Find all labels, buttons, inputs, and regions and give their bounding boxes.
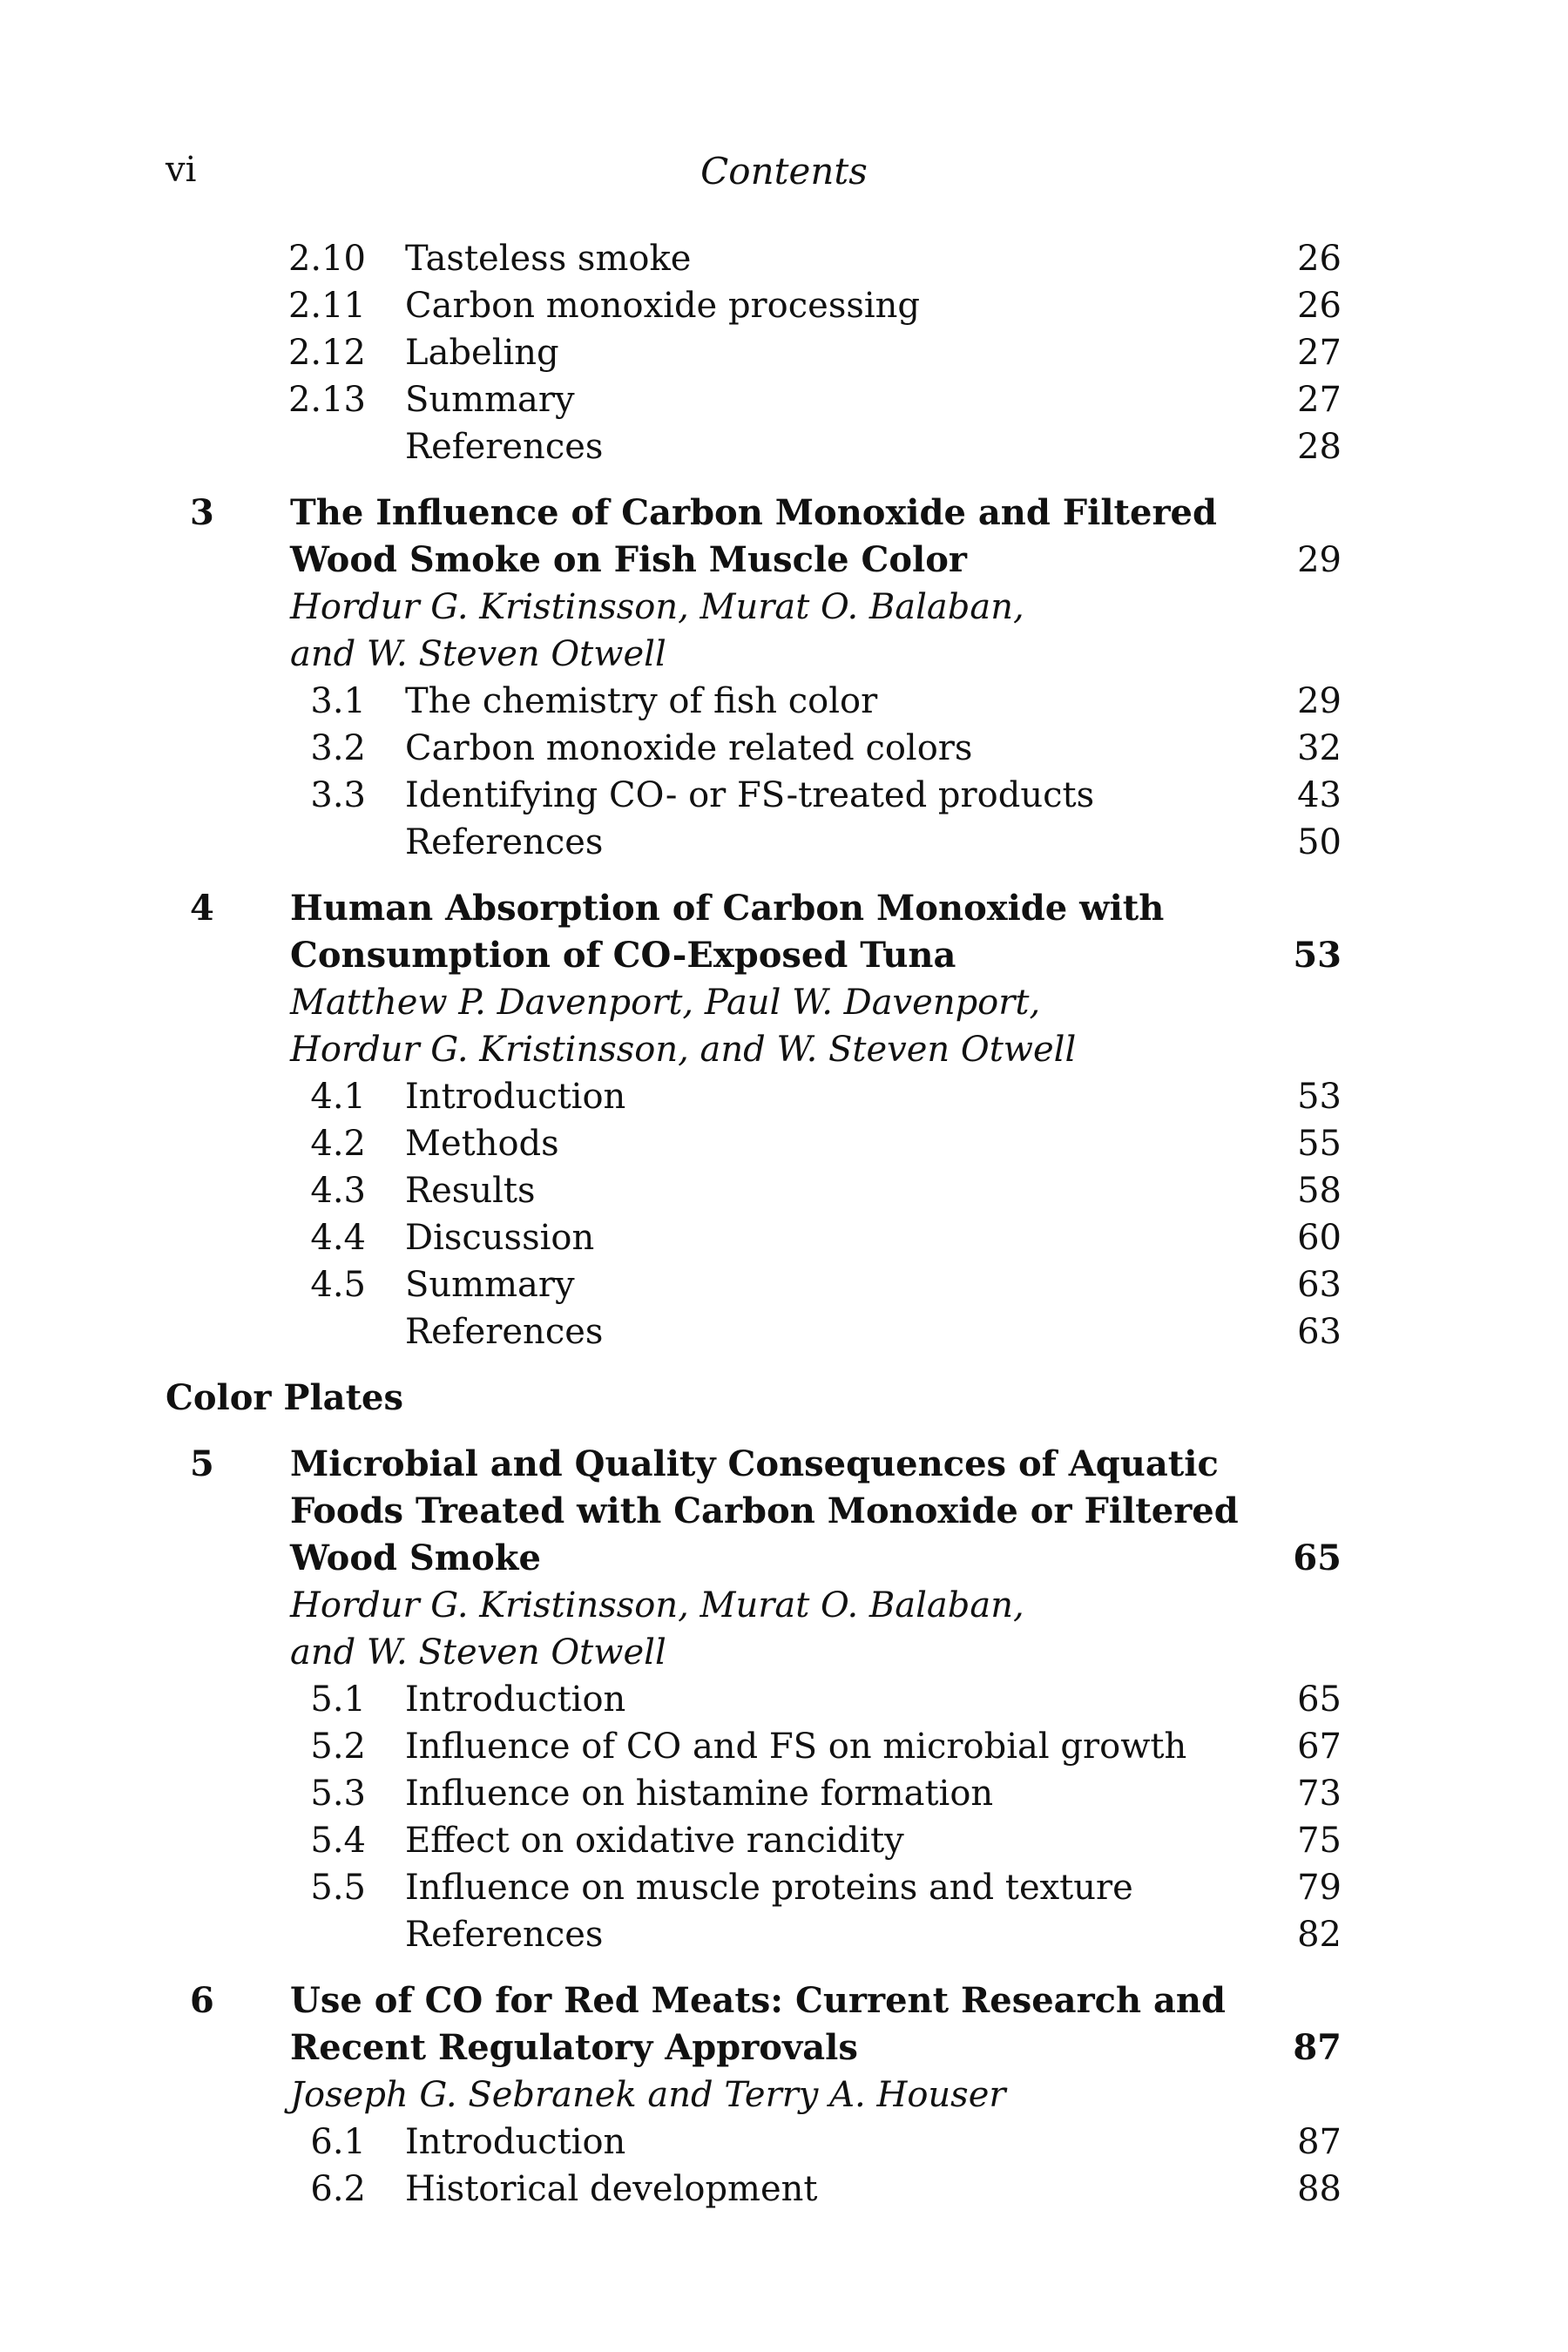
section-title: References — [405, 1915, 604, 1955]
section-page: 26 — [1297, 239, 1342, 279]
chapter-page: 65 — [1293, 1538, 1342, 1578]
section-title: References — [405, 1312, 604, 1352]
section-number: 5.2 — [310, 1727, 366, 1767]
section-title: Historical development — [405, 2169, 818, 2209]
toc-entry[interactable] — [0, 1817, 1568, 1864]
toc-entry[interactable] — [0, 725, 1568, 772]
toc-entry[interactable] — [0, 1167, 1568, 1214]
toc-entry[interactable] — [0, 423, 1568, 470]
chapter-title-line[interactable]: Wood Smoke on Fish Muscle Color — [290, 539, 967, 580]
chapter-page: 53 — [1293, 935, 1342, 976]
section-page: 88 — [1297, 2169, 1342, 2209]
toc-entry[interactable] — [0, 1676, 1568, 1723]
chapter-page: 87 — [1293, 2027, 1342, 2068]
section-page: 58 — [1297, 1171, 1342, 1211]
toc-entry[interactable] — [0, 819, 1568, 866]
toc-entry[interactable] — [0, 1073, 1568, 1120]
chapter-title-line[interactable]: Use of CO for Red Meats: Current Research and — [290, 1980, 1226, 2021]
section-title: Introduction — [405, 1077, 626, 1117]
chapter-number: 3 — [190, 492, 214, 533]
section-page: 63 — [1297, 1265, 1342, 1305]
section-title: Results — [405, 1171, 536, 1211]
toc-entry[interactable] — [0, 1864, 1568, 1911]
color-plates-heading[interactable]: Color Plates — [166, 1377, 404, 1418]
page-number: vi — [166, 150, 197, 190]
section-number: 4.5 — [310, 1265, 366, 1305]
toc-entry[interactable] — [0, 329, 1568, 376]
section-title: Tasteless smoke — [405, 239, 692, 279]
toc-entry[interactable] — [0, 772, 1568, 819]
chapter-title-line[interactable]: The Influence of Carbon Monoxide and Filtered — [290, 492, 1217, 533]
section-page: 29 — [1297, 681, 1342, 721]
section-page: 55 — [1297, 1124, 1342, 1164]
section-number: 3.3 — [310, 775, 366, 815]
section-number: 3.2 — [310, 728, 366, 768]
section-page: 87 — [1297, 2122, 1342, 2162]
chapter-authors: and W. Steven Otwell — [290, 1632, 666, 1673]
toc-entry[interactable] — [0, 1770, 1568, 1817]
section-page: 79 — [1297, 1868, 1342, 1908]
section-title: Introduction — [405, 2122, 626, 2162]
chapter-number: 5 — [190, 1443, 214, 1484]
section-number: 2.13 — [287, 380, 366, 420]
section-number: 4.1 — [310, 1077, 366, 1117]
toc-entry[interactable] — [0, 282, 1568, 329]
section-title: References — [405, 822, 604, 862]
section-title: Carbon monoxide processing — [405, 286, 921, 326]
toc-entry[interactable] — [0, 1723, 1568, 1770]
section-page: 73 — [1297, 1774, 1342, 1814]
section-page: 27 — [1297, 380, 1342, 420]
section-page: 63 — [1297, 1312, 1342, 1352]
chapter-authors: and W. Steven Otwell — [290, 634, 666, 674]
chapter-title-line[interactable]: Human Absorption of Carbon Monoxide with — [290, 888, 1165, 929]
section-page: 67 — [1297, 1727, 1342, 1767]
section-page: 43 — [1297, 775, 1342, 815]
section-number: 6.1 — [310, 2122, 366, 2162]
toc-entry[interactable] — [0, 235, 1568, 282]
section-page: 50 — [1297, 822, 1342, 862]
section-title: Introduction — [405, 1680, 626, 1720]
section-title: Influence on histamine formation — [405, 1774, 994, 1814]
toc-entry[interactable] — [0, 2119, 1568, 2166]
section-number: 4.4 — [310, 1218, 366, 1258]
chapter-number: 6 — [190, 1980, 214, 2021]
toc-entry[interactable] — [0, 1261, 1568, 1308]
toc-entry[interactable] — [0, 678, 1568, 725]
chapter-title-line[interactable]: Wood Smoke — [290, 1538, 541, 1578]
section-title: Labeling — [405, 333, 559, 373]
section-page: 28 — [1297, 427, 1342, 467]
toc-entry[interactable] — [0, 376, 1568, 423]
section-page: 53 — [1297, 1077, 1342, 1117]
chapter-authors: Hordur G. Kristinsson, and W. Steven Otwell — [290, 1030, 1077, 1070]
section-title: Carbon monoxide related colors — [405, 728, 973, 768]
chapter-title-line[interactable]: Consumption of CO-Exposed Tuna — [290, 935, 956, 976]
chapter-authors: Hordur G. Kristinsson, Murat O. Balaban, — [290, 1585, 1024, 1625]
section-page: 82 — [1297, 1915, 1342, 1955]
chapter-page: 29 — [1297, 540, 1342, 580]
section-page: 27 — [1297, 333, 1342, 373]
running-title: Contents — [700, 150, 868, 193]
toc-entry[interactable] — [0, 1911, 1568, 1958]
section-number: 6.2 — [310, 2169, 366, 2209]
toc-entry[interactable] — [0, 1308, 1568, 1355]
chapter-authors: Joseph G. Sebranek and Terry A. Houser — [290, 2075, 1006, 2115]
section-number: 5.1 — [310, 1680, 366, 1720]
chapter-title-line[interactable]: Microbial and Quality Consequences of Aquatic — [290, 1443, 1219, 1484]
section-number: 5.5 — [310, 1868, 366, 1908]
section-title: The chemistry of fish color — [405, 681, 878, 721]
section-title: Summary — [405, 380, 575, 420]
section-page: 60 — [1297, 1218, 1342, 1258]
section-number: 5.4 — [310, 1821, 366, 1861]
section-page: 32 — [1297, 728, 1342, 768]
section-page: 65 — [1297, 1680, 1342, 1720]
section-title: Influence of CO and FS on microbial growth — [405, 1727, 1187, 1767]
chapter-title-line[interactable]: Foods Treated with Carbon Monoxide or Filtered — [290, 1490, 1239, 1531]
chapter-number: 4 — [190, 888, 214, 929]
section-title: Identifying CO- or FS-treated products — [405, 775, 1095, 815]
section-number: 2.11 — [287, 286, 366, 326]
section-title: Influence on muscle proteins and texture — [405, 1868, 1133, 1908]
section-title: Summary — [405, 1265, 575, 1305]
chapter-title-line[interactable]: Recent Regulatory Approvals — [290, 2027, 858, 2068]
chapter-authors: Matthew P. Davenport, Paul W. Davenport, — [290, 983, 1041, 1023]
toc-entry[interactable] — [0, 1120, 1568, 1167]
section-page: 26 — [1297, 286, 1342, 326]
section-page: 75 — [1297, 1821, 1342, 1861]
section-title: References — [405, 427, 604, 467]
section-title: Methods — [405, 1124, 559, 1164]
toc-entry[interactable] — [0, 2166, 1568, 2213]
section-number: 3.1 — [310, 681, 366, 721]
section-number: 5.3 — [310, 1774, 366, 1814]
section-number: 2.12 — [287, 333, 366, 373]
section-title: Discussion — [405, 1218, 595, 1258]
section-number: 4.3 — [310, 1171, 366, 1211]
section-title: Effect on oxidative rancidity — [405, 1821, 904, 1861]
section-number: 4.2 — [310, 1124, 366, 1164]
section-number: 2.10 — [287, 239, 366, 279]
toc-entry[interactable] — [0, 1214, 1568, 1261]
chapter-authors: Hordur G. Kristinsson, Murat O. Balaban, — [290, 587, 1024, 627]
